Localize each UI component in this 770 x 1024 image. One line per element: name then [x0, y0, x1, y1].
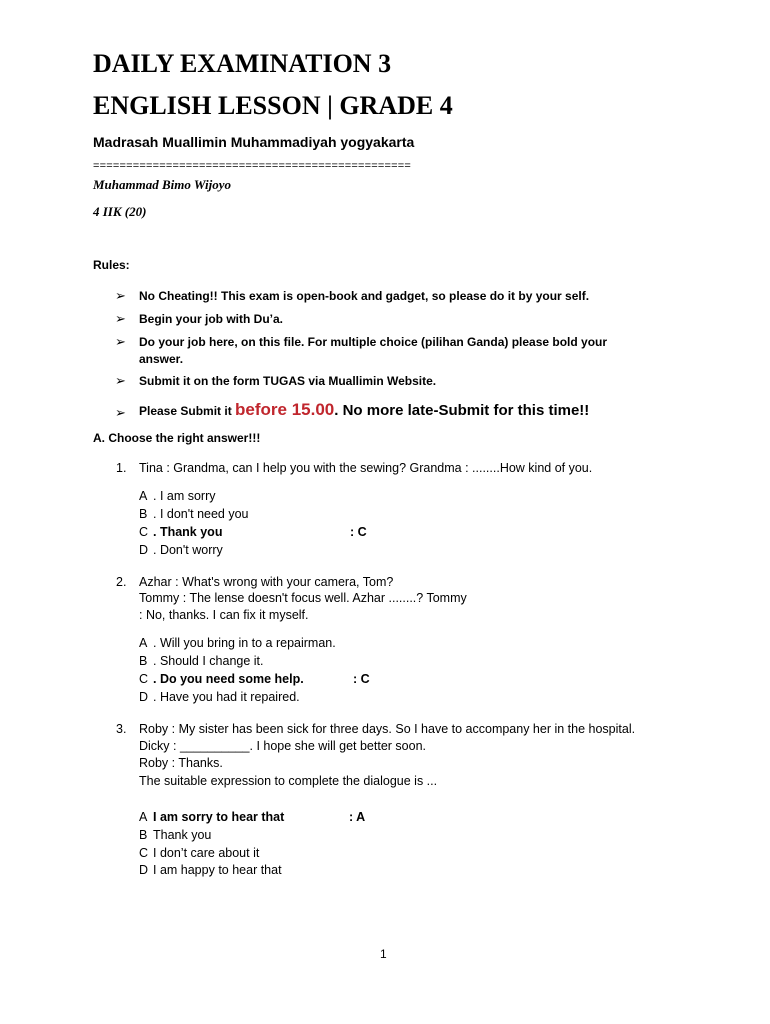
rule-item: Do your job here, on this file. For multiple choice (pilihan Ganda) please bold your — [139, 335, 608, 349]
bullet-icon: ➢ — [115, 405, 126, 420]
student-name: Muhammad Bimo Wijoyo — [93, 177, 231, 192]
question-text: The suitable expression to complete the dialogue is ... — [139, 774, 438, 788]
option-text: . Will you bring in to a repairman. — [153, 636, 336, 650]
answer-key: : A — [349, 810, 366, 824]
option-letter: D — [139, 863, 149, 877]
option-letter: D — [139, 543, 149, 557]
option-letter: C — [139, 525, 149, 539]
deadline-time: before 15.00 — [235, 400, 335, 419]
rules-label: Rules: — [93, 258, 130, 272]
question-text: : No, thanks. I can fix it myself. — [139, 608, 309, 622]
section-a-heading: A. Choose the right answer!!! — [93, 431, 261, 445]
rule-item: Begin your job with Du’a. — [139, 312, 283, 326]
option-text: . I am sorry — [153, 489, 216, 503]
option-text-selected: . Do you need some help. — [153, 672, 304, 686]
exam-title: DAILY EXAMINATION 3 — [93, 49, 392, 78]
bullet-icon: ➢ — [115, 334, 126, 349]
option-text-selected: . Thank you — [153, 525, 223, 539]
answer-key: : C — [353, 672, 370, 686]
option-text: . Should I change it. — [153, 654, 264, 668]
question-text: Dicky : __________. I hope she will get better soon. — [139, 739, 426, 753]
option-text: . I don't need you — [153, 507, 249, 521]
question-number: 2. — [116, 575, 127, 589]
deadline-prefix: Please Submit it — [139, 404, 236, 418]
answer-key: : C — [350, 525, 367, 539]
rule-item: No Cheating!! This exam is open-book and gadget, so please do it by your self. — [139, 289, 590, 303]
separator-line: ================================================ — [93, 160, 411, 172]
option-letter: A — [139, 489, 148, 503]
school-name: Madrasah Muallimin Muhammadiyah yogyakarta — [93, 134, 415, 150]
option-letter: B — [139, 828, 148, 842]
question-number: 1. — [116, 461, 127, 475]
option-letter: C — [139, 846, 149, 860]
bullet-icon: ➢ — [115, 288, 126, 303]
option-letter: A — [139, 810, 148, 824]
rule-item: Submit it on the form TUGAS via Muallimin Website. — [139, 374, 437, 388]
question-text: Roby : My sister has been sick for three days. So I have to accompany her in the hospital. — [139, 722, 636, 736]
question-text: Tina : Grandma, can I help you with the sewing? Grandma : ........How kind of you. — [139, 461, 593, 475]
deadline-suffix: . No more late-Submit for this time!! — [334, 402, 590, 419]
option-letter: B — [139, 507, 148, 521]
option-text: Thank you — [153, 828, 212, 842]
question-text: Tommy : The lense doesn't focus well. Azhar ........? Tommy — [139, 591, 467, 605]
option-text: I don’t care about it — [153, 846, 260, 860]
option-letter: C — [139, 672, 149, 686]
question-number: 3. — [116, 722, 127, 736]
bullet-icon: ➢ — [115, 311, 126, 326]
rule-deadline — [139, 400, 589, 420]
student-class: 4 IIK (20) — [93, 204, 147, 219]
option-text: . Don't worry — [153, 543, 223, 557]
rule-item-continued: answer. — [139, 352, 184, 366]
option-letter: A — [139, 636, 148, 650]
question-text: Azhar : What's wrong with your camera, Tom? — [139, 575, 394, 589]
question-text: Roby : Thanks. — [139, 756, 223, 770]
option-text-selected: I am sorry to hear that — [153, 810, 285, 824]
page-number: 1 — [380, 947, 387, 961]
bullet-icon: ➢ — [115, 373, 126, 388]
lesson-title: ENGLISH LESSON | GRADE 4 — [93, 91, 453, 120]
option-letter: D — [139, 690, 149, 704]
option-letter: B — [139, 654, 148, 668]
option-text: I am happy to hear that — [153, 863, 282, 877]
option-text: . Have you had it repaired. — [153, 690, 300, 704]
